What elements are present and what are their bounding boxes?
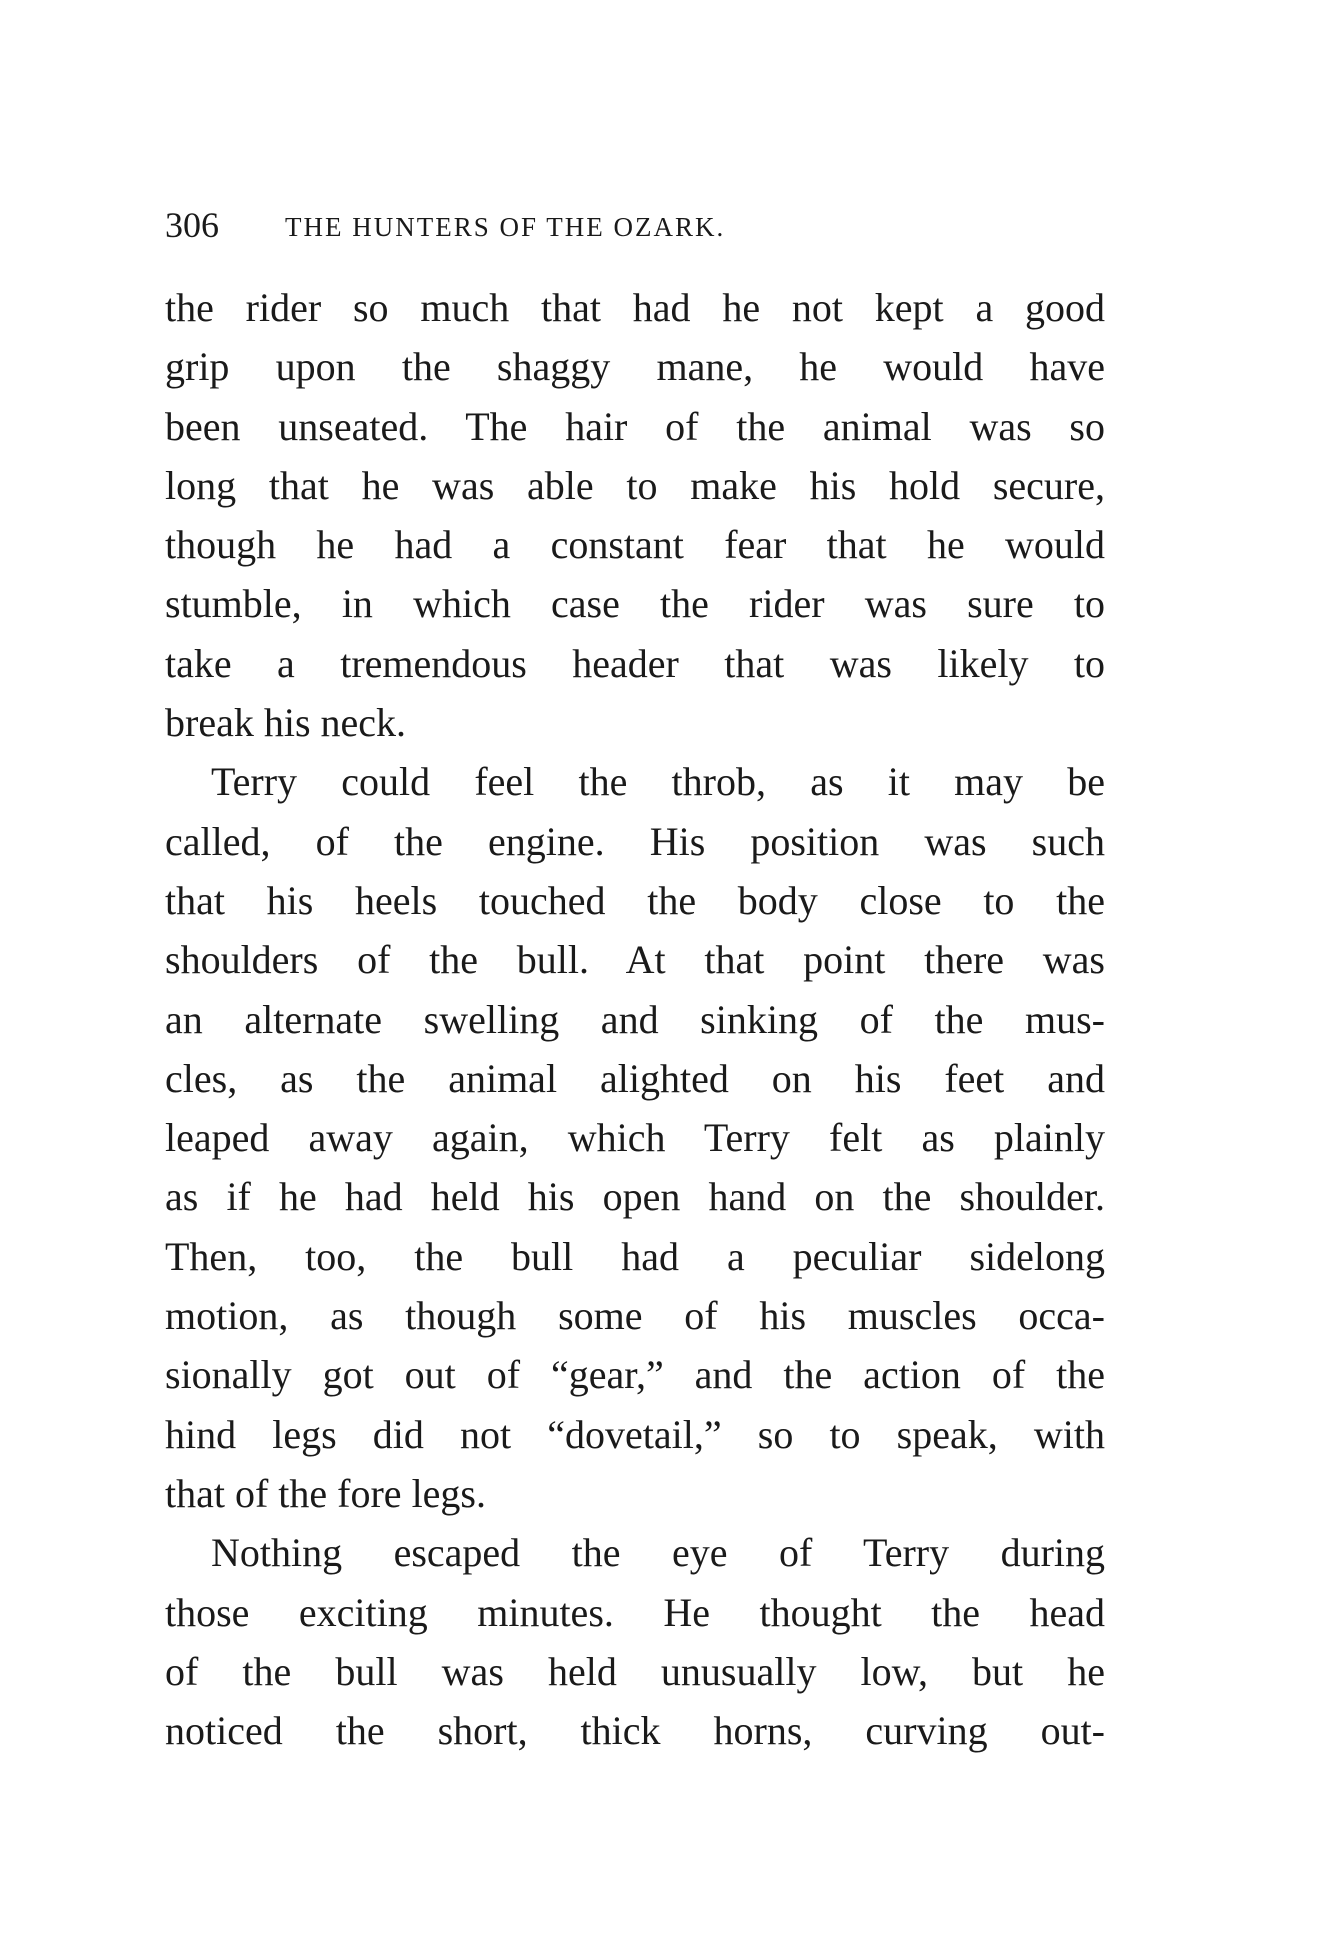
text-line: an alternate swelling and sinking of the mus- <box>165 996 1105 1042</box>
text-line: Nothing escaped the eye of Terry during <box>211 1530 1105 1576</box>
text-line: long that he was able to make his hold secure, <box>165 462 1105 508</box>
text-line: cles, as the animal alighted on his feet and <box>165 1055 1105 1101</box>
text-line: Terry could feel the throb, as it may be <box>211 759 1105 805</box>
text-line: that his heels touched the body close to the <box>165 877 1105 923</box>
text-line: of the bull was held unusually low, but he <box>165 1648 1105 1694</box>
body-text <box>165 278 1105 1760</box>
page-number: 306 <box>165 205 219 245</box>
text-line: stumble, in which case the rider was sure to <box>165 581 1105 627</box>
text-line: as if he had held his open hand on the shoulder. <box>165 1174 1105 1220</box>
text-line: noticed the short, thick horns, curving out- <box>165 1708 1105 1754</box>
text-line: Then, too, the bull had a peculiar sidelong <box>165 1233 1105 1279</box>
text-line: that of the fore legs. <box>165 1470 486 1516</box>
text-line: motion, as though some of his muscles occa- <box>165 1293 1105 1339</box>
running-head: THE HUNTERS OF THE OZARK. <box>285 212 726 242</box>
text-line: break his neck. <box>165 700 407 746</box>
text-line: leaped away again, which Terry felt as plainly <box>165 1115 1105 1161</box>
text-line: been unseated. The hair of the animal was so <box>165 403 1105 449</box>
text-line: the rider so much that had he not kept a good <box>165 285 1105 330</box>
text-line: grip upon the shaggy mane, he would have <box>165 344 1105 390</box>
text-line: shoulders of the bull. At that point there was <box>165 937 1105 983</box>
text-line: take a tremendous header that was likely to <box>165 640 1105 686</box>
text-line: though he had a constant fear that he would <box>165 522 1105 568</box>
text-line: hind legs did not “dovetail,” so to speak, with <box>165 1411 1105 1457</box>
page-header <box>165 200 1115 250</box>
text-line: those exciting minutes. He thought the head <box>165 1589 1105 1635</box>
text-line: sionally got out of “gear,” and the action of the <box>165 1352 1105 1398</box>
text-line: called, of the engine. His position was such <box>165 818 1105 864</box>
